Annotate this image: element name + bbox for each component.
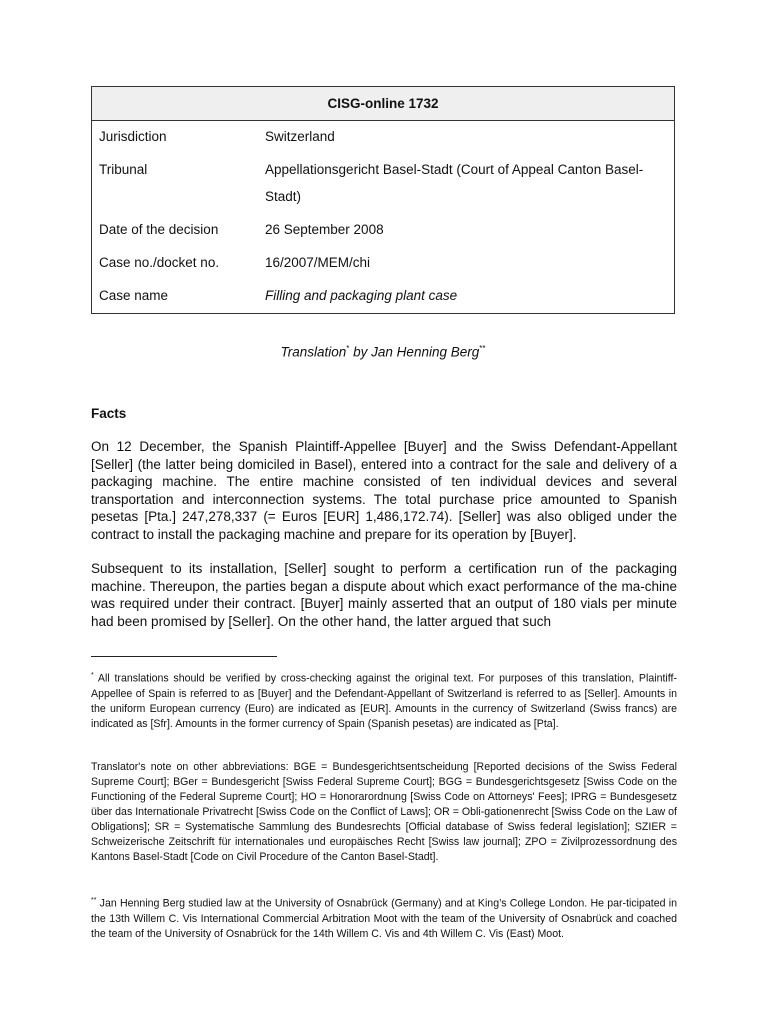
facts-paragraph-2: Subsequent to its installation, [Seller] sought to perform a certification run of the packaging machine. Thereupon, the parties began a dispute about which exact performance of the ma-chine was required under their contract. [Buyer] mainly asserted that an output of 180 vials per minute had been promised by [Seller]. On the other hand, the latter argued that such (91, 561, 677, 629)
row-value: Filling and packaging plant case (265, 288, 458, 303)
case-table-title: CISG-online 1732 (92, 87, 674, 121)
row-docket (92, 249, 674, 276)
footnote-mark-1: * (91, 672, 94, 679)
footnote-2 (91, 893, 677, 942)
section-heading-facts: Facts (91, 406, 127, 421)
footnote-1-abbreviations: Translator's note on other abbreviations: BGE = Bundesgerichtsentscheidung [Reported decisions of the Swiss Federal Supreme Court]; BGer = Bundesgericht [Swiss Federal Supreme Court]; BGG = Bundesgerichtsgesetz [Swiss Code on the Functioning of the Federal Supreme Court]; HO = Honorarordnung [Swiss Code on Attorneys' Fees]; IPRG = Bundesgesetz über das Internationale Privatrecht [Swiss Code on the Conflict of Laws]; OR = Obli-gationenrecht [Swiss Code on the Law of Obligations]; SR = Systematische Sammlung des Bundesrechts [Official database of Swiss federal legislation]; SZIER = Schweizerische Zeitschrift für internationales und europäisches Recht [Swiss law journal]; ZPO = Zivilprozessordnung des Kantons Basel-Stadt [Code on Civil Procedure of the Canton Basel-Stadt]. (91, 761, 677, 863)
translation-credit (91, 344, 675, 360)
footnote-1-text: All translations should be verified by cross-checking against the original text. For purposes of this translation, Plaintiff-Appellee of Spain is referred to as [Buyer] and the Defendant-Appellant of Switzerland is referred to as [Seller]. Amounts in the uniform European currency (Euro) are indicated as [EUR]. Amounts in the currency of Switzerland (Swiss francs) are indicated as [Sfr]. Amounts in the former currency of Spain (Spanish pesetas) are indicated as [Pta]. (91, 672, 677, 730)
row-label: Case no./docket no. (99, 255, 220, 270)
footnote-mark-2: ** (91, 897, 97, 904)
footnote-divider (91, 656, 277, 657)
row-tribunal (92, 156, 674, 210)
row-label: Tribunal (99, 162, 148, 177)
row-label: Jurisdiction (99, 129, 167, 144)
row-label: Date of the decision (99, 222, 219, 237)
row-value: 16/2007/MEM/chi (265, 255, 371, 270)
translator-name: by Jan Henning Berg (349, 344, 480, 360)
row-date (92, 216, 674, 243)
case-table-rows (92, 121, 674, 313)
footnote-1 (91, 668, 677, 732)
footnote-ref-1[interactable]: * (346, 344, 350, 353)
row-value: Switzerland (265, 129, 335, 144)
facts-paragraph-1: On 12 December, the Spanish Plaintiff-Appellee [Buyer] and the Swiss Defendant-Appellant [Seller] (the latter being domiciled in Basel), entered into a contract for the sale and delivery of a packaging machine. The entire machine consisted of ten individual devices and several transportation and interconnection systems. The total purchase price amounted to Spanish pesetas [Pta.] 247,278,337 (= Euros [EUR] 1,486,172.74). [Seller] was also obliged under the contract to install the packaging machine and prepare for its operation by [Buyer]. (91, 439, 677, 542)
row-jurisdiction (92, 123, 674, 150)
row-case-name (92, 282, 674, 309)
footnote-ref-2[interactable]: ** (479, 344, 486, 353)
row-value: 26 September 2008 (265, 222, 384, 237)
row-value: Appellationsgericht Basel-Stadt (Court of Appeal Canton Basel-Stadt) (265, 162, 644, 204)
translation-prefix: Translation (280, 344, 347, 360)
case-info-table (91, 86, 675, 314)
row-label: Case name (99, 288, 169, 303)
footnote-2-text: Jan Henning Berg studied law at the University of Osnabrück (Germany) and at King’s College London. He par-ticipated in the 13th Willem C. Vis International Commercial Arbitration Moot with the team of the University of Osnabrück and coached the team of the University of Osnabrück for the 14th Willem C. Vis and 4th Willem C. Vis (East) Moot. (91, 897, 677, 940)
